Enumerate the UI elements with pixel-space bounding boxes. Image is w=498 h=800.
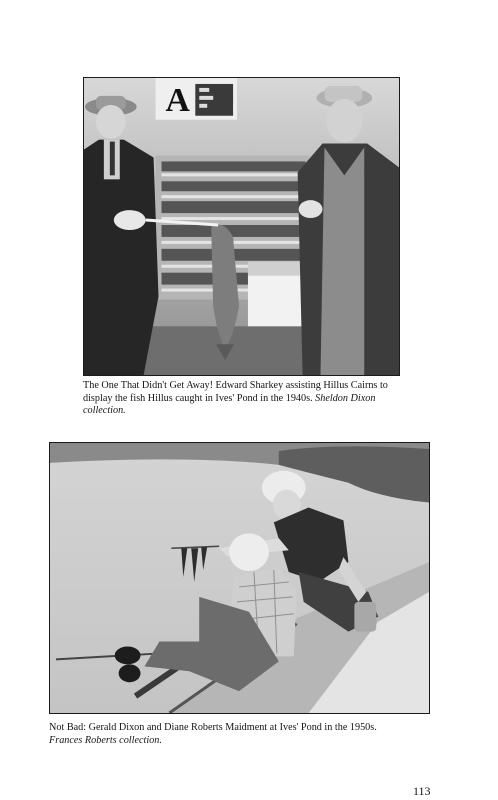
children-fishing-image	[50, 443, 429, 713]
page-number: 113	[413, 784, 431, 798]
photo2-caption-credit: Frances Roberts collection.	[49, 734, 162, 746]
photo2-caption	[49, 722, 449, 747]
svg-text:A: A	[165, 81, 190, 119]
photo1-caption-credit: Sheldon Dixon collection.	[83, 392, 376, 416]
store-fish-image	[84, 78, 399, 375]
photo2-caption-main: Not Bad: Gerald Dixon and Diane Roberts Maidment at Ives' Pond in the 1950s.	[49, 722, 377, 733]
photo1-caption-main: The One That Didn't Get Away! Edward Sharkey assisting Hillus Cairns to display the fish Hillus caught in Ives' Pond in the 1940s.	[83, 380, 388, 404]
children-fishing-photo	[49, 442, 430, 714]
store-fish-photo	[83, 77, 400, 376]
photo1-caption	[83, 380, 403, 418]
